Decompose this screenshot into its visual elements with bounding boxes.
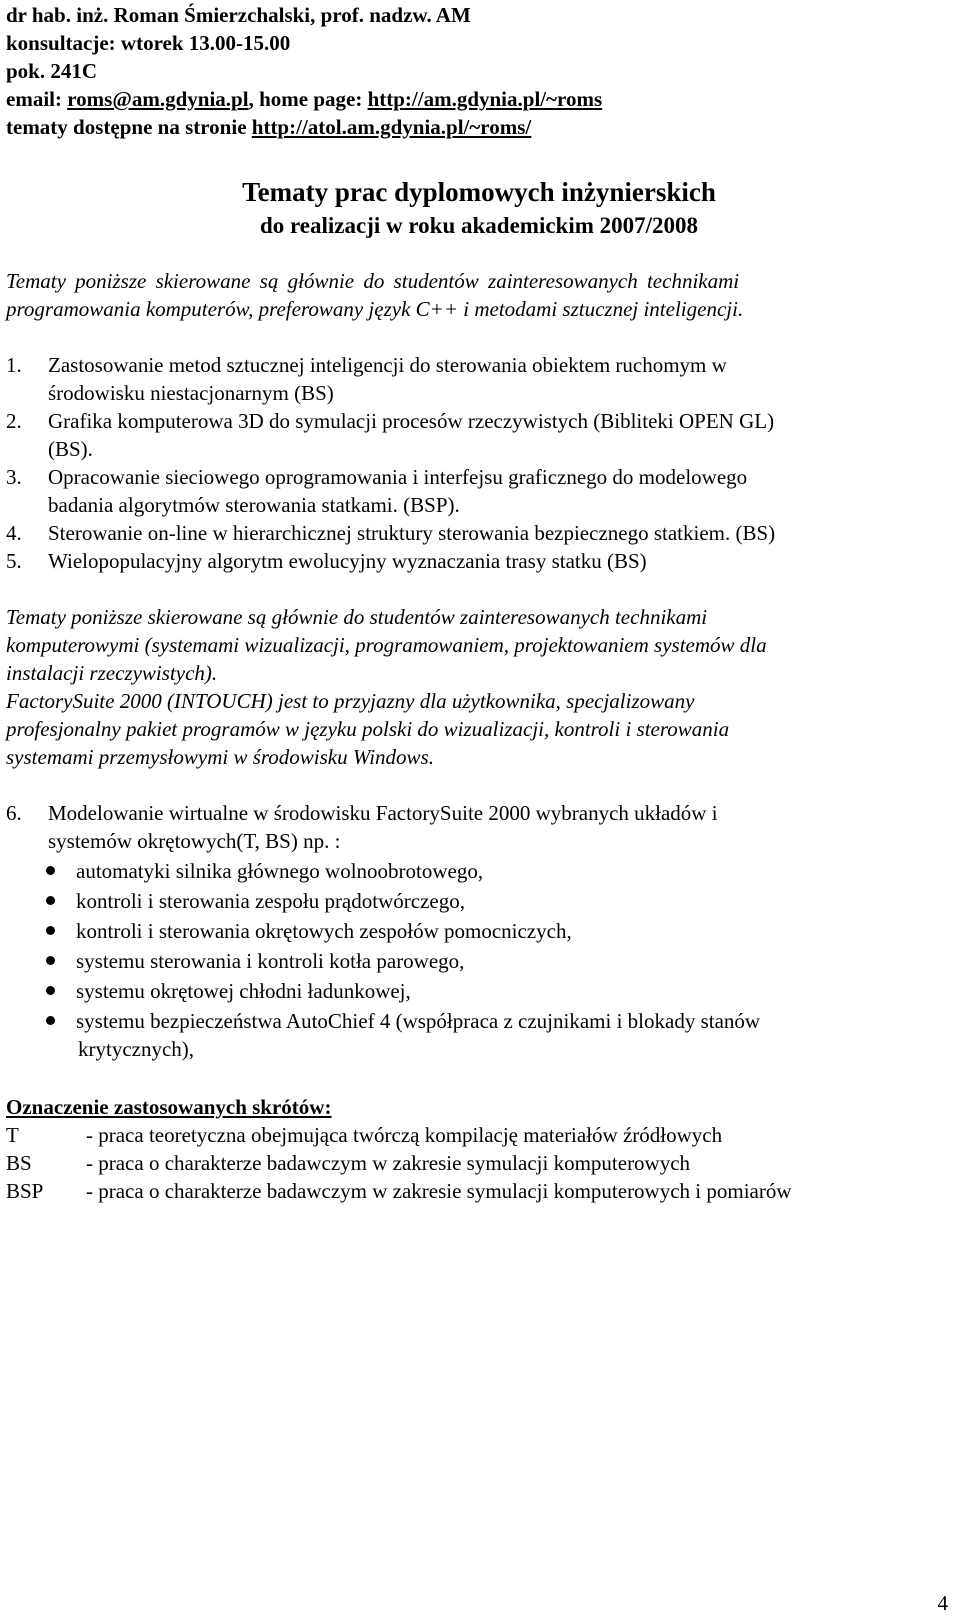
document-page (6, 0, 956, 1624)
bullet-item-4: systemu sterowania i kontroli kotła parowego, (76, 949, 465, 973)
consultations-line: konsultacje: wtorek 13.00-15.00 (6, 31, 291, 55)
bullet-icon (46, 986, 55, 995)
topic-item-4 (6, 520, 775, 546)
topic-number: 3. (6, 465, 22, 489)
topic-number: 4. (6, 521, 22, 545)
bullet-item-2: kontroli i sterowania zespołu prądotwórczego, (76, 889, 465, 913)
abbreviation-desc: - praca o charakterze badawczym w zakresie symulacji komputerowych i pomiarów (86, 1179, 792, 1203)
abbreviation-code: BS (6, 1151, 32, 1175)
topics-label: tematy dostępne na stronie (6, 115, 252, 139)
email-link[interactable]: roms@am.gdynia.pl (67, 87, 249, 111)
topic-text: Opracowanie sieciowego oprogramowania i interfejsu graficznego do modelowego (48, 465, 748, 489)
topic-number: 2. (6, 409, 22, 433)
intro2-line2: komputerowymi (systemami wizualizacji, programowaniem, projektowaniem systemów dla (6, 633, 767, 657)
intro2-line6: systemami przemysłowymi w środowisku Windows. (6, 745, 434, 769)
intro2-line1: Tematy poniższe skierowane są głównie do studentów zainteresowanych technikami (6, 605, 708, 629)
page-subtitle: do realizacji w roku akademickim 2007/2008 (259, 213, 699, 238)
topic-item-2-cont: (BS). (48, 437, 93, 461)
topic-text: Modelowanie wirtualne w środowisku FactorySuite 2000 wybranych układów i (48, 801, 718, 825)
bullet-item-3: kontroli i sterowania okrętowych zespołów pomocniczych, (76, 919, 572, 943)
bullet-icon (46, 1016, 55, 1025)
home-page-link[interactable]: http://am.gdynia.pl/~roms (367, 87, 603, 111)
topics-url-line (6, 114, 531, 140)
home-label: , home page: (248, 87, 368, 111)
bullet-item-6: systemu bezpieczeństwa AutoChief 4 (współpraca z czujnikami i blokady stanów (76, 1009, 761, 1033)
intro2-line3: instalacji rzeczywistych). (6, 661, 218, 685)
topic-text: Wielopopulacyjny algorytm ewolucyjny wyznaczania trasy statku (BS) (48, 549, 647, 573)
topic-item-6-cont: systemów okrętowych(T, BS) np. : (48, 829, 341, 853)
topic-text: Zastosowanie metod sztucznej inteligencji do sterowania obiektem ruchomym w (48, 353, 727, 377)
author-line: dr hab. inż. Roman Śmierzchalski, prof. nadzw. AM (6, 3, 471, 27)
email-line (6, 86, 602, 112)
topic-item-3-cont: badania algorytmów sterowania statkami. (BSP). (48, 493, 460, 517)
bullet-item-6-cont: krytycznych), (78, 1037, 195, 1061)
intro2-line5: profesjonalny pakiet programów w języku polski do wizualizacji, kontroli i sterowania (6, 717, 730, 741)
bullet-item-5: systemu okrętowej chłodni ładunkowej, (76, 979, 411, 1003)
intro1-line2: programowania komputerów, preferowany język C++ i metodami sztucznej inteligencji. (6, 297, 744, 321)
room-line: pok. 241C (6, 59, 98, 83)
email-label: email: (6, 87, 68, 111)
topic-number: 5. (6, 549, 22, 573)
abbreviations-heading: Oznaczenie zastosowanych skrótów: (6, 1095, 332, 1119)
topic-number: 6. (6, 801, 22, 825)
bullet-icon (46, 896, 55, 905)
topic-item-2 (6, 408, 774, 434)
bullet-item-1: automatyki silnika głównego wolnoobrotowego, (76, 859, 484, 883)
topics-link[interactable]: http://atol.am.gdynia.pl/~roms/ (251, 115, 532, 139)
bullet-icon (46, 926, 55, 935)
topic-item-6 (6, 800, 718, 826)
page-title: Tematy prac dyplomowych inżynierskich (242, 177, 716, 207)
bullet-icon (46, 956, 55, 965)
topic-item-5 (6, 548, 647, 574)
abbreviation-desc: - praca teoretyczna obejmująca twórczą kompilację materiałów źródłowych (86, 1123, 723, 1147)
topic-item-1 (6, 352, 727, 378)
topic-number: 1. (6, 353, 22, 377)
bullet-icon (46, 866, 55, 875)
topic-item-3 (6, 464, 747, 490)
intro2-line4: FactorySuite 2000 (INTOUCH) jest to przyjazny dla użytkownika, specjalizowany (6, 689, 695, 713)
intro1-line1: Tematy poniższe skierowane są głównie do studentów zainteresowanych technikami (6, 269, 740, 293)
page-number: 4 (937, 1591, 948, 1615)
topic-text: Grafika komputerowa 3D do symulacji procesów rzeczywistych (Bibliteki OPEN GL) (48, 409, 775, 433)
abbreviation-code: T (6, 1123, 19, 1147)
abbreviation-code: BSP (6, 1179, 44, 1203)
abbreviation-desc: - praca o charakterze badawczym w zakresie symulacji komputerowych (86, 1151, 691, 1175)
topic-item-1-cont: środowisku niestacjonarnym (BS) (48, 381, 334, 405)
topic-text: Sterowanie on-line w hierarchicznej struktury sterowania bezpiecznego statkiem. (BS) (48, 521, 776, 545)
